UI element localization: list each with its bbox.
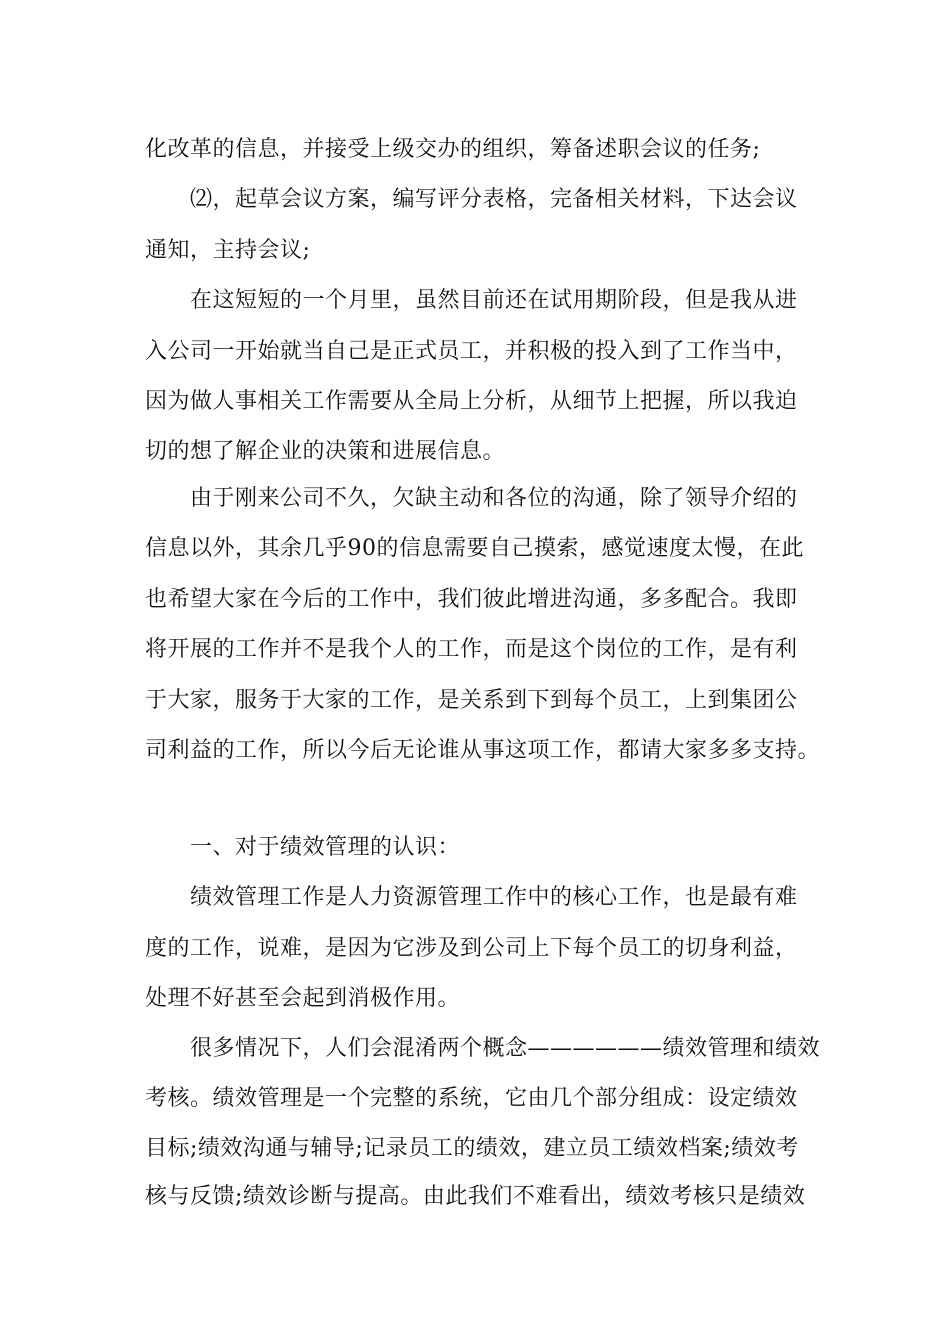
text-line: 入公司一开始就当自己是正式员工，并积极的投入到了工作当中， xyxy=(145,339,798,364)
text-line: 信息以外，其余几乎90的信息需要自己摸索，感觉速度太慢，在此 xyxy=(145,536,804,561)
text-line: 也希望大家在今后的工作中，我们彼此增进沟通，多多配合。我即 xyxy=(145,587,798,612)
text-line: 于大家，服务于大家的工作，是关系到下到每个员工，上到集团公 xyxy=(145,688,798,713)
text-line: 绩效管理工作是人力资源管理工作中的核心工作，也是最有难 xyxy=(190,885,798,910)
text-line: 目标;绩效沟通与辅导;记录员工的绩效，建立员工绩效档案;绩效考 xyxy=(145,1136,799,1161)
text-line: 在这短短的一个月里，虽然目前还在试用期阶段，但是我从进 xyxy=(190,288,798,313)
text-line: ⑵，起草会议方案，编写评分表格，完备相关材料，下达会议 xyxy=(190,187,798,212)
text-line: 处理不好甚至会起到消极作用。 xyxy=(145,986,461,1011)
text-line: 因为做人事相关工作需要从全局上分析，从细节上把握，所以我迫 xyxy=(145,389,798,414)
text-line: 化改革的信息，并接受上级交办的组织，筹备述职会议的任务; xyxy=(145,137,761,162)
text-line: 司利益的工作，所以今后无论谁从事这项工作，都请大家多多支持。 xyxy=(145,738,821,763)
text-line: 通知，主持会议; xyxy=(145,238,311,263)
text-line: 将开展的工作并不是我个人的工作，而是这个岗位的工作，是有利 xyxy=(145,637,798,662)
section-heading: 一、对于绩效管理的认识： xyxy=(190,835,461,860)
text-line: 很多情况下，人们会混淆两个概念——————绩效管理和绩效 xyxy=(190,1036,821,1061)
text-line: 由于刚来公司不久，欠缺主动和各位的沟通，除了领导介绍的 xyxy=(190,486,798,511)
text-line: 度的工作，说难，是因为它涉及到公司上下每个员工的切身利益， xyxy=(145,936,798,961)
text-line: 切的想了解企业的决策和进展信息。 xyxy=(145,439,506,464)
text-line: 考核。绩效管理是一个完整的系统，它由几个部分组成：设定绩效 xyxy=(145,1086,798,1111)
text-line: 核与反馈;绩效诊断与提高。由此我们不难看出，绩效考核只是绩效 xyxy=(145,1184,806,1209)
